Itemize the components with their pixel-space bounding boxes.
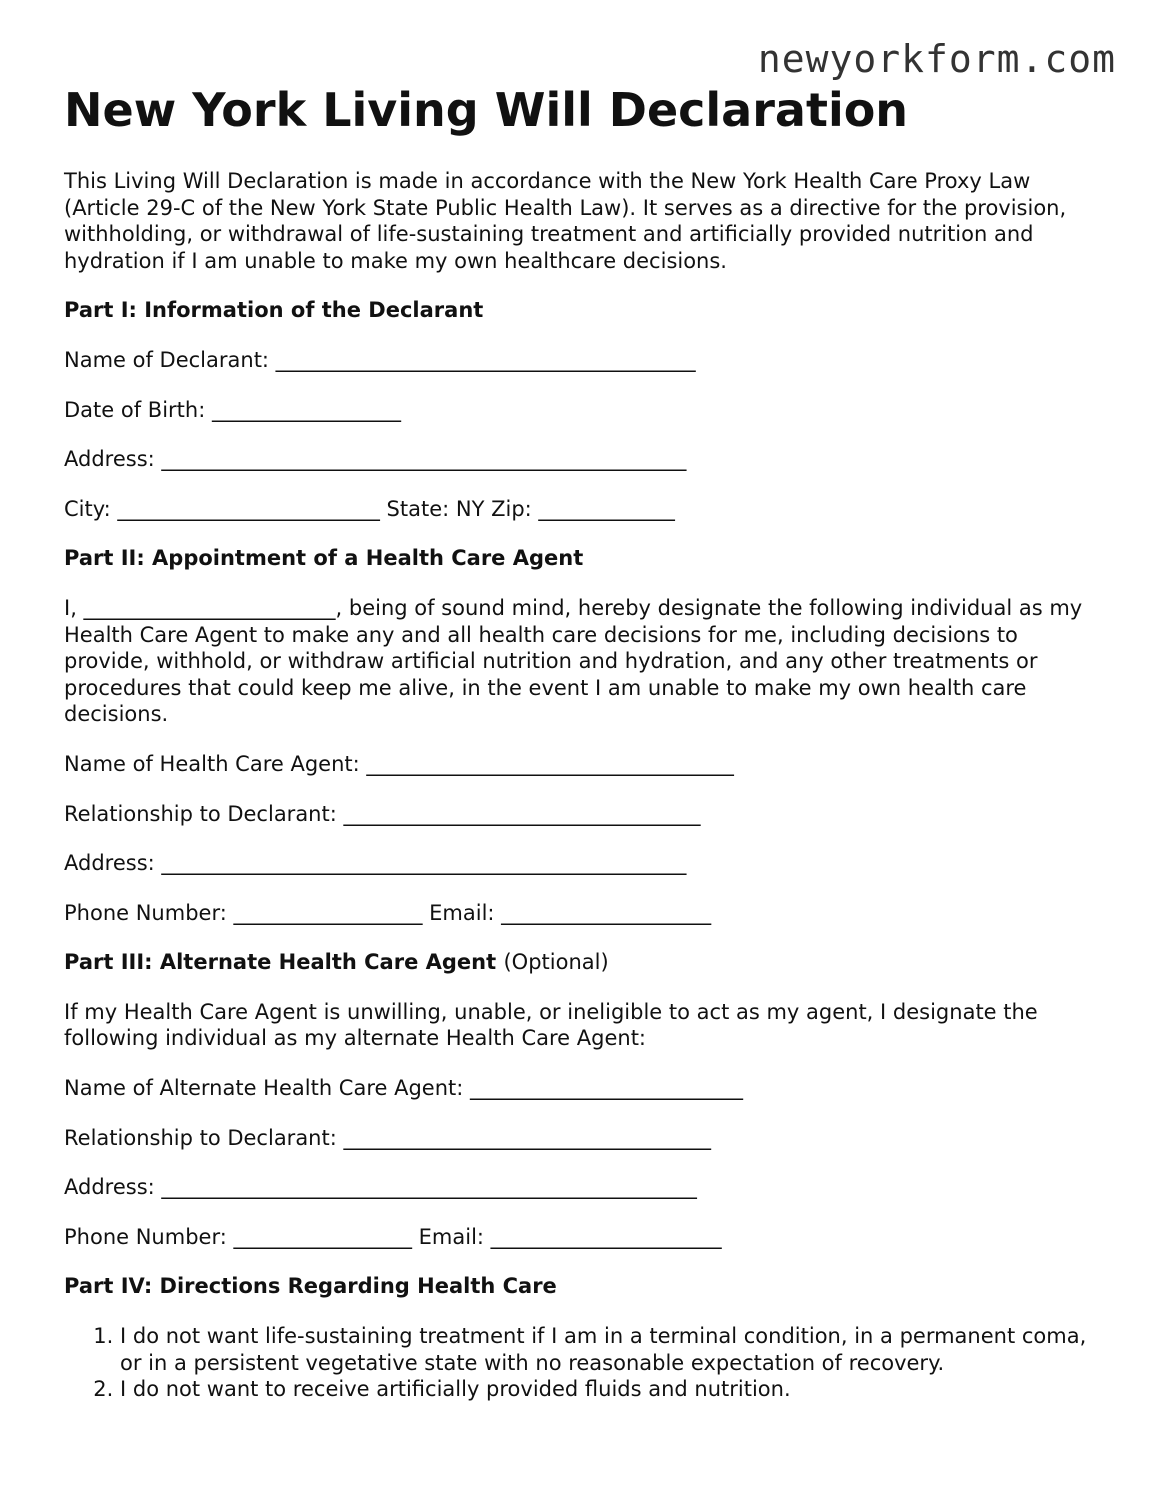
directions-list <box>64 1323 1094 1403</box>
part3-heading <box>64 949 1094 976</box>
declarant-name-field[interactable]: Name of Declarant: ________________________________________ <box>64 347 696 372</box>
date-of-birth-field[interactable]: Date of Birth: __________________ <box>64 397 401 422</box>
agent-contact-field[interactable]: Phone Number: __________________ Email: ____________________ <box>64 900 712 925</box>
alternate-agent-name-field[interactable]: Name of Alternate Health Care Agent: __________________________ <box>64 1076 744 1101</box>
city-state-zip-field[interactable]: City: _________________________ State: NY Zip: _____________ <box>64 496 675 521</box>
agent-relationship-field[interactable]: Relationship to Declarant: __________________________________ <box>64 801 701 826</box>
site-watermark: newyorkform.com <box>757 37 1116 81</box>
direction-item: 2. I do not want to receive artificially provided fluids and nutrition. <box>120 1376 1094 1403</box>
optional-label: (Optional) <box>503 950 609 975</box>
alternate-contact-field[interactable]: Phone Number: _________________ Email: ______________________ <box>64 1224 722 1249</box>
agent-name-field[interactable]: Name of Health Care Agent: ___________________________________ <box>64 751 734 776</box>
intro-paragraph: This Living Will Declaration is made in accordance with the New York Health Care Proxy Law (Article 29-C of the New York State Public Health Law). It serves as a directive for the provision, withholding, or withdrawal of life-sustaining treatment and artificially provided nutrition and hydration if I am unable to make my own healthcare decisions. <box>64 169 1067 273</box>
alternate-address-field[interactable]: Address: ___________________________________________________ <box>64 1175 697 1200</box>
alternate-agent-statement: If my Health Care Agent is unwilling, unable, or ineligible to act as my agent, I designate the following individual as my alternate Health Care Agent: <box>64 999 1038 1051</box>
document-page <box>64 84 1094 1403</box>
part4-heading: Part IV: Directions Regarding Health Care <box>64 1274 557 1299</box>
agent-designation-statement[interactable]: I, ________________________, being of sound mind, hereby designate the following individual as my Health Care Agent to make any and all health care decisions for me, including decisions to provide, withhold, or withdraw artificial nutrition and hydration, and any other treatments or procedures that could keep me alive, in the event I am unable to make my own health care decisions. <box>64 595 1083 727</box>
document-title: New York Living Will Declaration <box>64 83 909 137</box>
alternate-relationship-field[interactable]: Relationship to Declarant: ___________________________________ <box>64 1125 711 1150</box>
part3-heading-title: Part III: Alternate Health Care Agent <box>64 950 497 975</box>
declarant-address-field[interactable]: Address: __________________________________________________ <box>64 447 687 472</box>
part2-heading: Part II: Appointment of a Health Care Agent <box>64 546 584 571</box>
agent-address-field[interactable]: Address: __________________________________________________ <box>64 851 687 876</box>
direction-item: 1. I do not want life-sustaining treatment if I am in a terminal condition, in a permanent coma, or in a persistent vegetative state with no reasonable expectation of recovery. <box>120 1323 1094 1376</box>
part1-heading: Part I: Information of the Declarant <box>64 298 484 323</box>
